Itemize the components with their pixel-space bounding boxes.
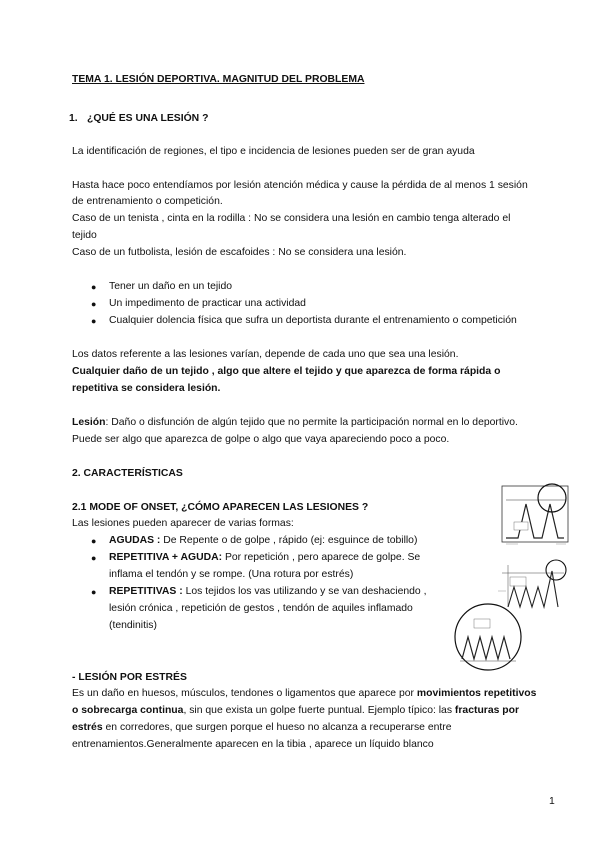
definition-label: Lesión <box>72 417 106 428</box>
document-title: TEMA 1. LESIÓN DEPORTIVA. MAGNITUD DEL PROBLEMA <box>72 74 365 85</box>
bullet-dot: ● <box>91 316 97 326</box>
item-text: Los tejidos los vas utilizando y se van deshaciendo , <box>182 586 427 597</box>
paragraph: Las lesiones pueden aparecer de varias formas: <box>72 518 294 529</box>
paragraph <box>72 720 452 736</box>
item-text: Por repetición , pero aparece de golpe. Se <box>222 552 421 563</box>
bullet-dot: ● <box>91 299 97 309</box>
paragraph: entrenamientos.Generalmente aparecen en la tibia , aparece un líquido blanco <box>72 739 434 750</box>
bullet-dot: ● <box>91 553 97 563</box>
paragraph: Puede ser algo que aparezca de golpe o algo que vaya apareciendo poco a poco. <box>72 434 450 445</box>
paragraph: Los datos referente a las lesiones varían, depende de cada uno que sea una lesión. <box>72 349 459 360</box>
list-item-continuation: (tendinitis) <box>109 620 157 631</box>
paragraph <box>72 686 536 702</box>
paragraph-bold: Cualquier daño de un tejido , algo que altere el tejido y que aparezca de forma rápida o <box>72 366 501 377</box>
list-item: Tener un daño en un tejido <box>109 281 233 292</box>
repetitive-chronic-diagram <box>452 601 524 673</box>
text-run: , sin que exista un golpe fuerte puntual. Ejemplo típico: las <box>183 705 455 716</box>
bullet-dot: ● <box>91 282 97 292</box>
item-text: De Repente o de golpe , rápido (ej: esguince de tobillo) <box>160 535 418 546</box>
definition-line <box>72 415 518 431</box>
list-item <box>109 584 426 600</box>
subsection-heading: 2.1 MODE OF ONSET, ¿CÓMO APARECEN LAS LESIONES ? <box>72 502 369 513</box>
paragraph: La identificación de regiones, el tipo e incidencia de lesiones pueden ser de gran ayuda <box>72 146 475 157</box>
text-run-bold: fracturas por <box>454 705 520 716</box>
paragraph: Caso de un tenista , cinta en la rodilla : No se considera una lesión en cambio tenga alterado el <box>72 213 511 224</box>
section1-number: 1. <box>69 113 78 124</box>
text-run-bold: estrés <box>72 722 103 733</box>
paragraph: de entrenamiento o competición. <box>72 196 223 207</box>
paragraph: Caso de un futbolista, lesión de escafoides : No se considera una lesión. <box>72 247 407 258</box>
acute-onset-diagram <box>498 482 574 550</box>
stress-heading: - LESIÓN POR ESTRÉS <box>72 672 187 683</box>
item-label: REPETITIVAS : <box>109 586 183 597</box>
paragraph-bold: repetitiva se considera lesión. <box>72 383 221 394</box>
text-run-bold: o sobrecarga continua <box>72 705 184 716</box>
bullet-dot: ● <box>91 536 97 546</box>
list-item-continuation: lesión crónica , repetición de gestos , tendón de aquiles inflamado <box>109 603 413 614</box>
list-item <box>109 533 417 549</box>
section2-heading: 2. CARACTERÍSTICAS <box>72 468 183 479</box>
section1-heading: ¿QUÉ ES UNA LESIÓN ? <box>87 113 209 124</box>
paragraph <box>72 703 519 719</box>
paragraph: tejido <box>72 230 97 241</box>
paragraph: Hasta hace poco entendíamos por lesión atención médica y cause la pérdida de al menos 1 sesión <box>72 180 528 191</box>
page-number: 1 <box>549 796 555 807</box>
list-item-continuation: inflama el tendón y se rompe. (Una rotura por estrés) <box>109 569 354 580</box>
item-label: REPETITIVA + AGUDA: <box>109 552 223 563</box>
item-label: AGUDAS : <box>109 535 161 546</box>
text-run: Es un daño en huesos, músculos, tendones o ligamentos que aparece por <box>72 688 417 699</box>
definition-text: : Daño o disfunción de algún tejido que no permite la participación normal en lo deportivo. <box>105 417 518 428</box>
bullet-dot: ● <box>91 587 97 597</box>
text-run: en corredores, que surgen porque el hueso no alcanza a recuperarse entre <box>102 722 452 733</box>
list-item <box>109 550 420 566</box>
list-item: Cualquier dolencia física que sufra un deportista durante el entrenamiento o competición <box>109 315 517 326</box>
text-run-bold: movimientos repetitivos <box>416 688 537 699</box>
list-item: Un impedimento de practicar una actividad <box>109 298 306 309</box>
